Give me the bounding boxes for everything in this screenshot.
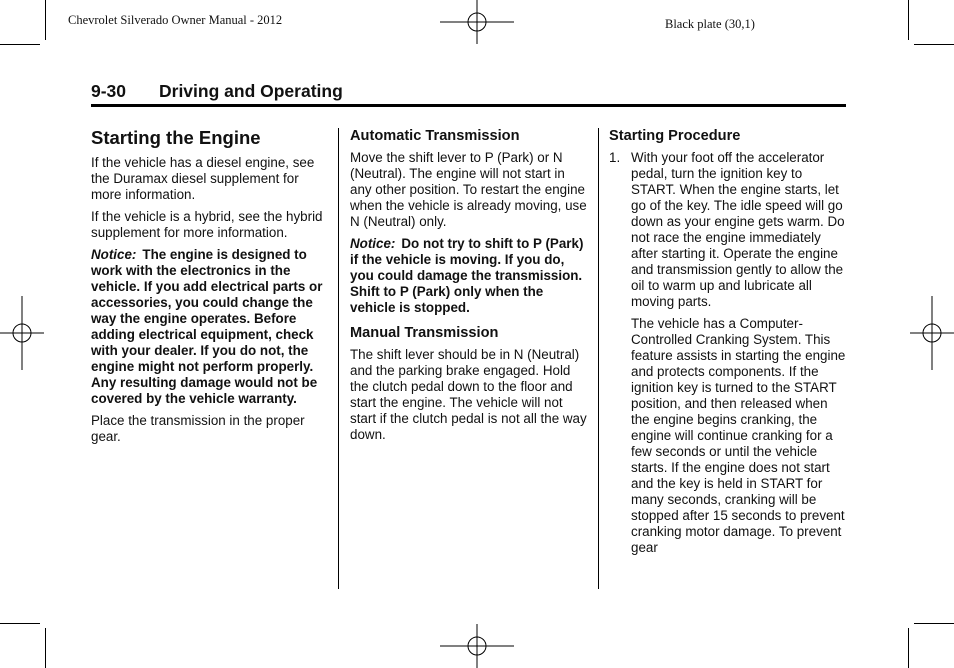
notice: [350, 236, 588, 316]
crop-mark: [0, 623, 40, 624]
crop-mark: [45, 628, 46, 668]
list-item: [609, 150, 849, 310]
registration-mark-right: [910, 296, 954, 370]
paragraph: If the vehicle is a hybrid, see the hybrid supplement for more information.: [91, 209, 323, 240]
notice: [91, 247, 331, 407]
crop-mark: [914, 623, 954, 624]
registration-mark-bottom: [440, 624, 514, 668]
list-number: 1.: [609, 150, 621, 165]
crop-mark: [0, 44, 40, 45]
registration-mark-top: [440, 0, 514, 44]
list-item-text: With your foot off the accelerator pedal, turn the ignition key to START. When the engine starts, let go of the key. The idle speed will go down as your engine gets warm. Do not race the engine immediately after starting it. Operate the engine and transmission gently to allow the oil to warm up and lubricate all moving parts.: [631, 150, 845, 309]
page-number: 9-30: [91, 81, 127, 101]
notice-text: Do not try to shift to P (Park) if the vehicle is moving. If you do, you could damage the transmission. Shift to P (Park) only when the vehicle is stopped.: [350, 236, 584, 315]
crop-mark: [908, 0, 909, 40]
column-divider: [598, 128, 599, 589]
column-3: [609, 127, 849, 562]
paragraph: Place the transmission in the proper gear.: [91, 413, 305, 444]
paragraph: Move the shift lever to P (Park) or N (Neutral). The engine will not start in any other position. To restart the engine when the vehicle is already moving, use N (Neutral) only.: [350, 150, 587, 229]
column-divider: [338, 128, 339, 589]
section-title: Driving and Operating: [159, 81, 343, 101]
print-header-left: Chevrolet Silverado Owner Manual - 2012: [68, 13, 283, 27]
column-1: [91, 127, 331, 451]
paragraph: The shift lever should be in N (Neutral) and the parking brake engaged. Hold the clutch pedal down to the floor and start the engine. The vehicle will not start if the clutch pedal is not all the way down.: [350, 347, 587, 442]
registration-mark-left: [0, 296, 44, 370]
notice-text: The engine is designed to work with the electronics in the vehicle. If you add electrical parts or accessories, you could change the way the engine operates. Before adding electrical equipment, check with your dealer. If you do not, the engine might not perform properly. Any resulting damage would not be covered by the vehicle warranty.: [91, 247, 323, 406]
list-item-continuation: The vehicle has a Computer-Controlled Cranking System. This feature assists in starting the engine and protects components. If the ignition key is turned to the START position, and then released when the engine begins cranking, the engine will continue cranking for a few seconds or until the vehicle starts. If the engine does not start and the key is held in START for many seconds, cranking will be stopped after 15 seconds to prevent cranking motor damage. To prevent gear: [631, 316, 846, 555]
section-header: [91, 80, 846, 107]
page-title: Starting the Engine: [91, 127, 261, 148]
column-2: [350, 127, 588, 449]
crop-mark: [914, 44, 954, 45]
heading-automatic-transmission: Automatic Transmission: [350, 128, 520, 144]
notice-label: Notice:: [350, 236, 396, 251]
paragraph: If the vehicle has a diesel engine, see the Duramax diesel supplement for more information.: [91, 155, 315, 202]
crop-mark: [908, 628, 909, 668]
heading-starting-procedure: Starting Procedure: [609, 128, 741, 144]
crop-mark: [45, 0, 46, 40]
notice-label: Notice:: [91, 247, 137, 262]
print-header-right: Black plate (30,1): [665, 17, 755, 31]
heading-manual-transmission: Manual Transmission: [350, 325, 499, 341]
